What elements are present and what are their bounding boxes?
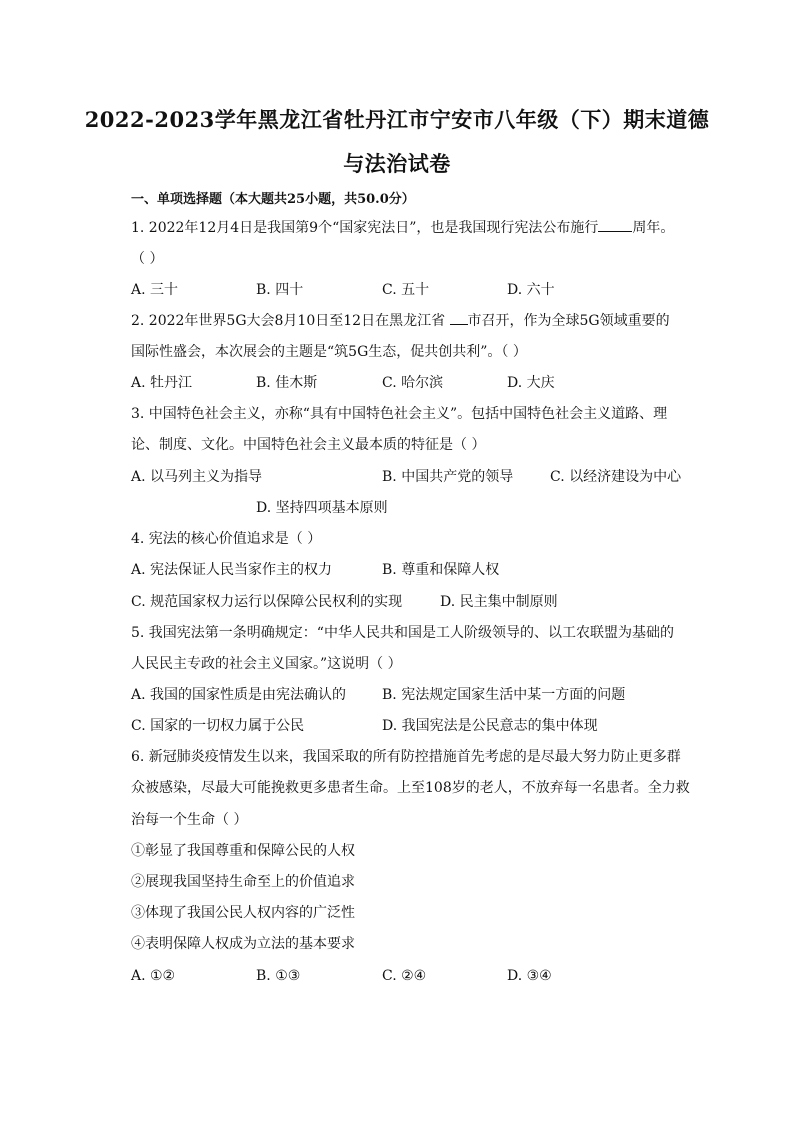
question-1-option-b[interactable]: B. 四十 [256, 282, 304, 298]
question-3-option-a[interactable]: A. 以马列主义为指导 [131, 469, 263, 485]
question-1-option-d[interactable]: D. 六十 [507, 282, 555, 298]
question-5-option-a[interactable]: A. 我国的国家性质是由宪法确认的 [131, 687, 347, 703]
question-6-option-d[interactable]: D. ③④ [507, 968, 552, 984]
question-2-option-b[interactable]: B. 佳木斯 [256, 375, 318, 391]
question-2-stem-line-1 [131, 312, 670, 330]
question-6-stem-line-3: 治每一个生命（ ） [131, 812, 248, 828]
question-5-option-c[interactable]: C. 国家的一切权力属于公民 [131, 718, 305, 734]
question-3-stem-line-2: 论、制度、文化。中国特色社会主义最本质的特征是（ ） [131, 437, 486, 453]
question-6-stem-line-2: 众被感染，尽最大可能挽救更多患者生命。上至108岁的老人，不放弃每一名患者。全力救 [131, 780, 690, 796]
question-5-stem-line-2: 人民民主专政的社会主义国家。”这说明（ ） [131, 656, 402, 672]
question-2-stem-tail: 市召开，作为全球5G领域重要的 [467, 313, 670, 329]
question-1-stem-tail: 周年。 [632, 220, 675, 236]
question-6-item-2: ②展现我国坚持生命至上的价值追求 [131, 874, 355, 890]
question-4-option-c[interactable]: C. 规范国家权力运行以保障公民权利的实现 [131, 594, 403, 610]
question-6-option-b[interactable]: B. ①③ [256, 968, 301, 984]
question-4-option-d[interactable]: D. 民主集中制原则 [440, 594, 558, 610]
exam-title-line-2: 与法治试卷 [343, 151, 451, 176]
question-3-option-c[interactable]: C. 以经济建设为中心 [550, 469, 682, 485]
question-6-item-3: ③体现了我国公民人权内容的广泛性 [131, 905, 355, 921]
question-2-stem-text: 2. 2022年世界5G大会8月10日至12日在黑龙江省 [131, 313, 450, 329]
question-1-stem-line-1 [131, 219, 674, 237]
question-6-item-1: ①彰显了我国尊重和保障公民的人权 [131, 843, 355, 859]
question-2-stem-line-2: 国际性盛会，本次展会的主题是“筑5G生态，促共创共利”。（ ） [131, 344, 527, 360]
question-4-option-b[interactable]: B. 尊重和保障人权 [382, 562, 500, 578]
question-1-stem-line-2: （ ） [131, 251, 164, 267]
exam-title-line-1: 2022-2023学年黑龙江省牡丹江市宁安市八年级（下）期末道德 [84, 107, 710, 132]
question-6-stem-line-1: 6. 新冠肺炎疫情发生以来，我国采取的所有防控措施首先考虑的是尽最大努力防止更多群 [131, 749, 681, 765]
question-1-option-a[interactable]: A. 三十 [131, 282, 179, 298]
question-6-option-c[interactable]: C. ②④ [382, 968, 427, 984]
question-3-stem-line-1: 3. 中国特色社会主义，亦称“具有中国特色社会主义”。包括中国特色社会主义道路、理 [131, 406, 668, 422]
question-2-option-d[interactable]: D. 大庆 [507, 375, 555, 391]
question-1-stem-text: 1. 2022年12月4日是我国第9个“国家宪法日”，也是我国现行宪法公布施行 [131, 220, 599, 236]
question-5-option-b[interactable]: B. 宪法规定国家生活中某一方面的问题 [382, 687, 626, 703]
question-1-option-c[interactable]: C. 五十 [382, 282, 430, 298]
question-4-stem: 4. 宪法的核心价值追求是（ ） [131, 531, 322, 547]
question-5-stem-line-1: 5. 我国宪法第一条明确规定：“中华人民共和国是工人阶级领导的、以工农联盟为基础的 [131, 625, 674, 641]
question-5-option-d[interactable]: D. 我国宪法是公民意志的集中体现 [382, 718, 598, 734]
question-3-option-d[interactable]: D. 坚持四项基本原则 [256, 500, 388, 516]
question-4-option-a[interactable]: A. 宪法保证人民当家作主的权力 [131, 562, 333, 578]
answer-blank [450, 312, 468, 325]
question-2-option-c[interactable]: C. 哈尔滨 [382, 375, 444, 391]
question-3-option-b[interactable]: B. 中国共产党的领导 [382, 469, 514, 485]
answer-blank [598, 219, 632, 232]
question-6-item-4: ④表明保障人权成为立法的基本要求 [131, 936, 355, 952]
section-heading: 一、单项选择题（本大题共25小题，共50.0分） [131, 192, 415, 207]
question-2-option-a[interactable]: A. 牡丹江 [131, 375, 193, 391]
question-6-option-a[interactable]: A. ①② [131, 968, 176, 984]
